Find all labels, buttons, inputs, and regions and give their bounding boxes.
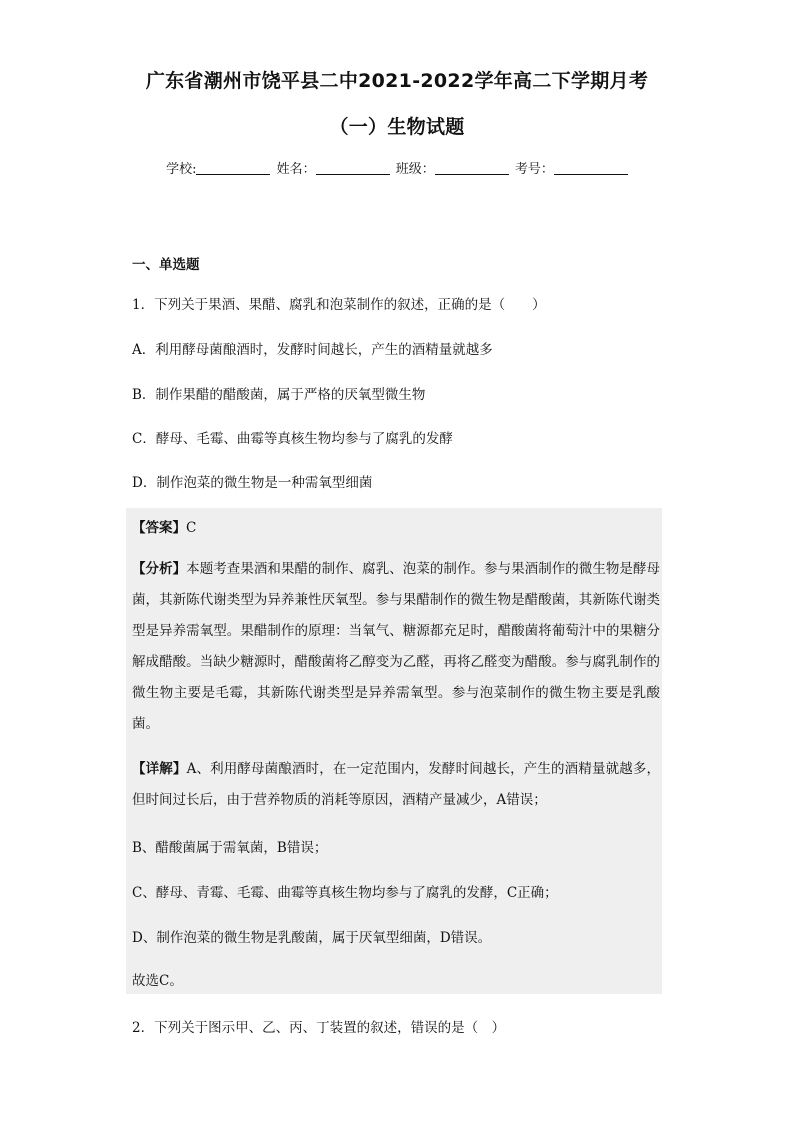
- final-choice-line: 故选C。: [132, 973, 183, 989]
- detail-paragraph: [132, 754, 660, 816]
- question-1-stem: 1．下列关于果酒、果醋、腐乳和泡菜制作的叙述，正确的是（ ）: [132, 297, 546, 313]
- detail-text-a: A、利用酵母菌酿酒时，在一定范围内，发酵时间越长，产生的酒精量就越多，但时间过长后，由于营养物质的消耗等原因，酒精产量减少，A错误；: [132, 761, 661, 808]
- exam-number-label: 考号：: [514, 162, 554, 177]
- page-subtitle: （一）生物试题: [329, 116, 465, 138]
- analysis-label: 【分析】: [132, 561, 187, 577]
- detail-line-c: C、酵母、青霉、毛霉、曲霉等真核生物均参与了腐乳的发酵，C正确；: [132, 885, 558, 901]
- name-label: 姓名：: [276, 162, 316, 177]
- detail-label: 【详解】: [132, 761, 187, 777]
- class-label: 班级：: [395, 162, 435, 177]
- school-label: 学校:: [166, 162, 197, 177]
- section-heading: 一、单选题: [132, 257, 200, 273]
- answer-label: 【答案】: [132, 520, 186, 536]
- answer-line: [132, 516, 196, 536]
- detail-line-d: D、制作泡菜的微生物是乳酸菌，属于厌氧型细菌，D错误。: [132, 930, 492, 946]
- analysis-text: 本题考查果酒和果醋的制作、腐乳、泡菜的制作。参与果酒制作的微生物是酵母菌，其新陈代谢类型为异养兼性厌氧型。参与果醋制作的微生物是醋酸菌，其新陈代谢类型是异养需氧型。果醋制作的原理：当氧气、糖源都充足时，醋酸菌将葡萄汁中的果糖分解成醋酸。当缺少糖源时，醋酸菌将乙醇变为乙醛，再将乙醛变为醋酸。参与腐乳制作的微生物主要是毛霉，其新陈代谢类型是异养需氧型。参与泡菜制作的微生物主要是乳酸菌。: [132, 561, 661, 732]
- name-blank[interactable]: [316, 162, 390, 175]
- page-title: 广东省潮州市饶平县二中2021-2022学年高二下学期月考: [145, 70, 649, 92]
- question-1-option-d: D．制作泡菜的微生物是一种需氧型细菌: [132, 475, 373, 491]
- class-blank[interactable]: [435, 162, 509, 175]
- question-1-option-a: A．利用酵母菌酿酒时，发酵时间越长，产生的酒精量就越多: [132, 342, 493, 358]
- exam-number-blank[interactable]: [554, 162, 628, 175]
- analysis-paragraph: [132, 554, 660, 740]
- detail-line-b: B、醋酸菌属于需氧菌，B错误；: [132, 840, 328, 856]
- question-1-option-c: C．酵母、毛霉、曲霉等真核生物均参与了腐乳的发酵: [132, 431, 453, 447]
- question-2-stem: 2．下列关于图示甲、乙、丙、丁装置的叙述，错误的是（ ）: [132, 1020, 506, 1036]
- answer-value: C: [186, 520, 197, 536]
- student-info-row: [0, 158, 794, 177]
- school-blank[interactable]: [196, 162, 270, 175]
- question-1-option-b: B．制作果醋的醋酸菌，属于严格的厌氧型微生物: [132, 387, 426, 403]
